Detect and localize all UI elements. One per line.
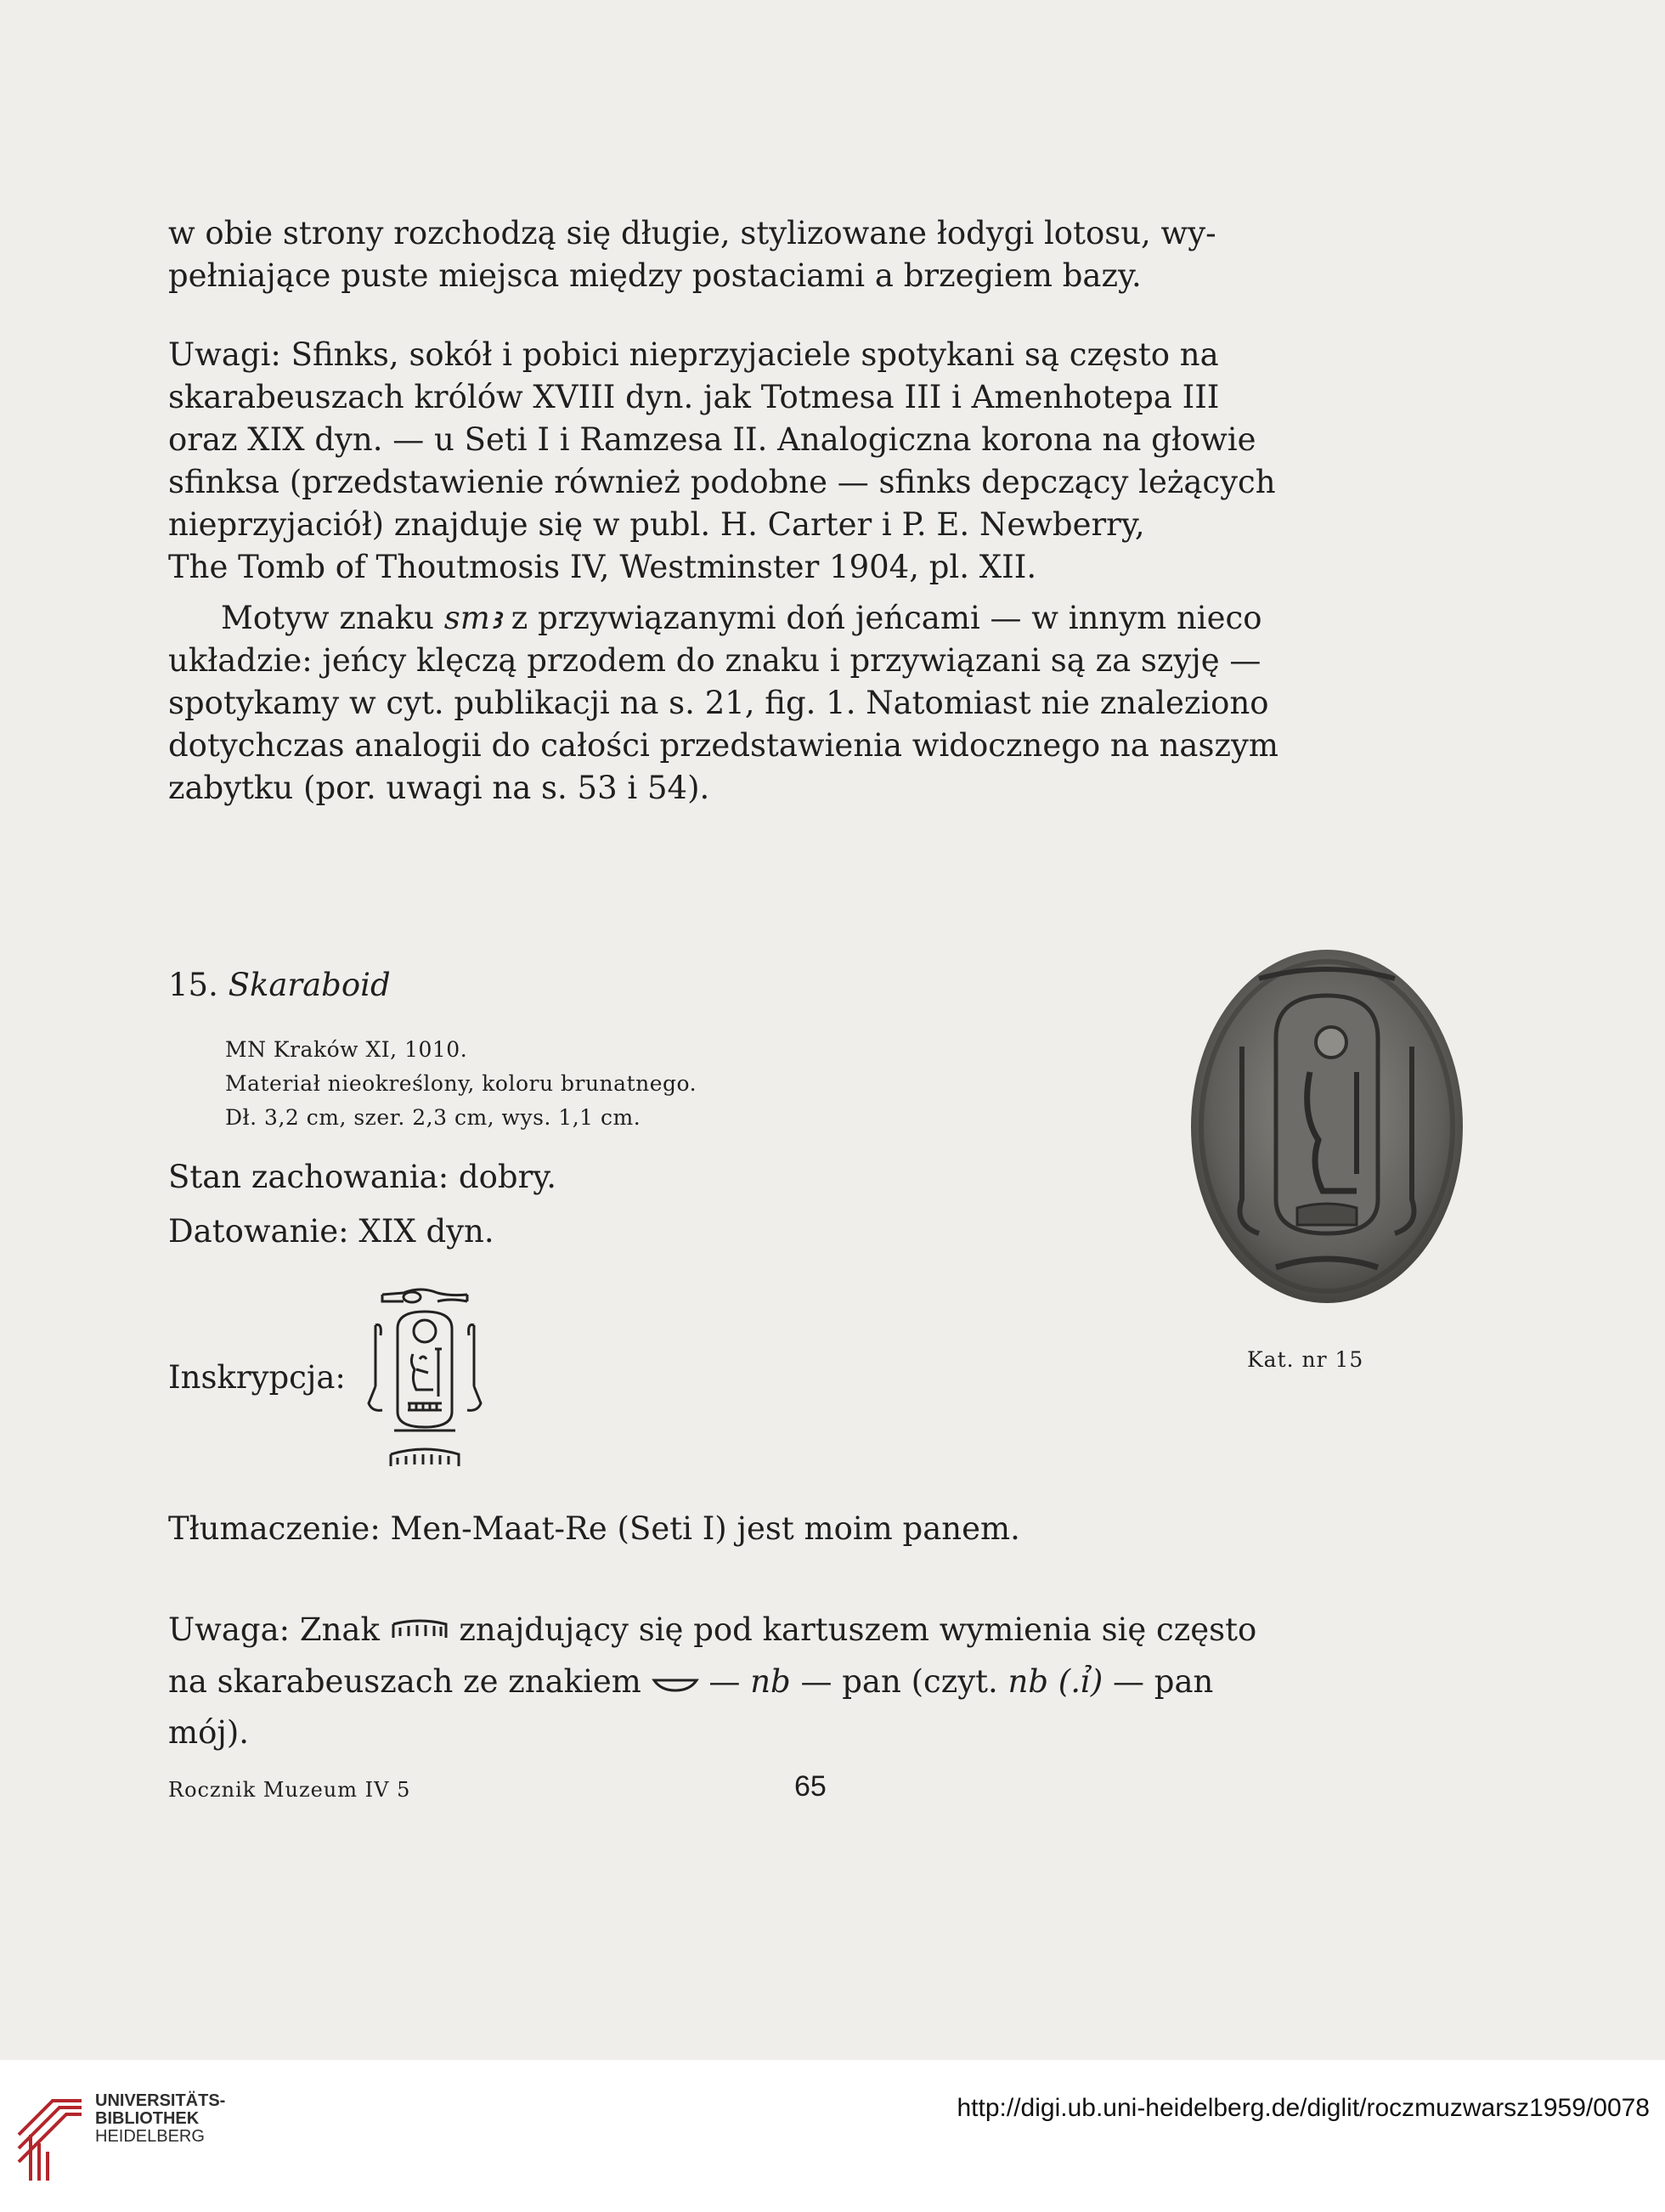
- text-line: [168, 597, 1262, 640]
- photo-caption: Kat. nr 15: [1247, 1347, 1364, 1372]
- library-name: [95, 2092, 225, 2146]
- text-fragment: — pan (czyt.: [790, 1662, 1008, 1700]
- text-line: skarabeuszach królów XVIII dyn. jak Totmesa III i Amenhotepa III: [168, 379, 1220, 415]
- note-paragraph: [168, 1605, 1257, 1758]
- text-fragment: —: [698, 1662, 751, 1700]
- text-line: pełniające puste miejsca między postaciami a brzegiem bazy.: [168, 257, 1142, 294]
- text-fragment: Uwaga: Znak: [168, 1611, 390, 1648]
- text-line: Uwagi: Sfinks, sokół i pobici nieprzyjaciele spotykani są często na: [168, 336, 1219, 373]
- text-line: The Tomb of Thoutmosis IV, Westminster 1904, pl. XII.: [168, 549, 1037, 585]
- library-name-line: BIBLIOTHEK: [95, 2109, 200, 2128]
- entry-metadata: [225, 1033, 697, 1135]
- entry-number: 15.: [168, 967, 218, 1003]
- translation-line: Tłumaczenie: Men-Maat-Re (Seti I) jest moim panem.: [168, 1510, 1020, 1547]
- library-banner: [0, 2060, 1665, 2212]
- inscription-label: Inskrypcja:: [168, 1359, 346, 1396]
- text-line: układzie: jeńcy klęczą przodem do znaku i przywiązani są za szyję —: [168, 642, 1261, 679]
- text-line: mój).: [168, 1714, 250, 1751]
- text-line: [168, 1657, 1214, 1709]
- scaraboid-photo: [1182, 945, 1471, 1322]
- entry-title: [168, 964, 391, 1007]
- condition-line: Stan zachowania: dobry.: [168, 1159, 557, 1195]
- text-line: spotykamy w cyt. publikacji na s. 21, fig. 1. Natomiast nie znaleziono: [168, 685, 1269, 721]
- text-line: zabytku (por. uwagi na s. 53 i 54).: [168, 770, 710, 806]
- hieroglyph-cartouche-icon: [357, 1284, 493, 1483]
- nb-basket-glyph-icon: [390, 1608, 449, 1657]
- transliteration-nb: nb: [750, 1662, 791, 1700]
- meta-line: MN Kraków XI, 1010.: [225, 1037, 468, 1062]
- text-fragment: znajdujący się pod kartuszem wymienia się często: [449, 1611, 1257, 1648]
- text-fragment: Motyw znaku: [221, 600, 444, 636]
- text-fragment: na skarabeuszach ze znakiem: [168, 1662, 652, 1700]
- paragraph-continuation: [168, 212, 1216, 297]
- paragraph-motyw: [168, 597, 1278, 810]
- dating-line: Datowanie: XIX dyn.: [168, 1213, 494, 1250]
- page-number: 65: [794, 1770, 827, 1803]
- entry-name: Skaraboid: [228, 967, 391, 1003]
- paragraph-uwagi: [168, 334, 1276, 589]
- running-footer: Rocznik Muzeum IV 5: [168, 1778, 411, 1802]
- university-library-logo-icon: [14, 2084, 85, 2187]
- text-line: sfinksa (przedstawienie również podobne — sfinks depczący leżących: [168, 464, 1276, 500]
- library-name-line: UNIVERSITÄTS-: [95, 2091, 226, 2110]
- text-fragment: — pan: [1103, 1662, 1214, 1700]
- text-fragment: z przywiązanymi doń jeńcami — w innym nieco: [501, 600, 1262, 636]
- library-name-line: HEIDELBERG: [95, 2127, 205, 2146]
- transliteration-sm: smꜣ: [443, 600, 502, 636]
- text-line: [168, 1605, 1257, 1657]
- meta-line: Materiał nieokreślony, koloru brunatnego.: [225, 1071, 697, 1096]
- text-line: nieprzyjaciół) znajduje się w publ. H. Carter i P. E. Newberry,: [168, 506, 1145, 543]
- source-url-link[interactable]: http://digi.ub.uni-heidelberg.de/diglit/roczmuzwarsz1959/0078: [957, 2094, 1650, 2122]
- meta-line: Dł. 3,2 cm, szer. 2,3 cm, wys. 1,1 cm.: [225, 1105, 641, 1130]
- text-line: dotychczas analogii do całości przedstawienia widocznego na naszym: [168, 727, 1278, 764]
- transliteration-nbi: nb (.ỉ): [1007, 1662, 1103, 1700]
- text-line: w obie strony rozchodzą się długie, stylizowane łodygi lotosu, wy-: [168, 215, 1216, 251]
- mouth-glyph-icon: [652, 1659, 699, 1708]
- text-line: oraz XIX dyn. — u Seti I i Ramzesa II. Analogiczna korona na głowie: [168, 421, 1256, 458]
